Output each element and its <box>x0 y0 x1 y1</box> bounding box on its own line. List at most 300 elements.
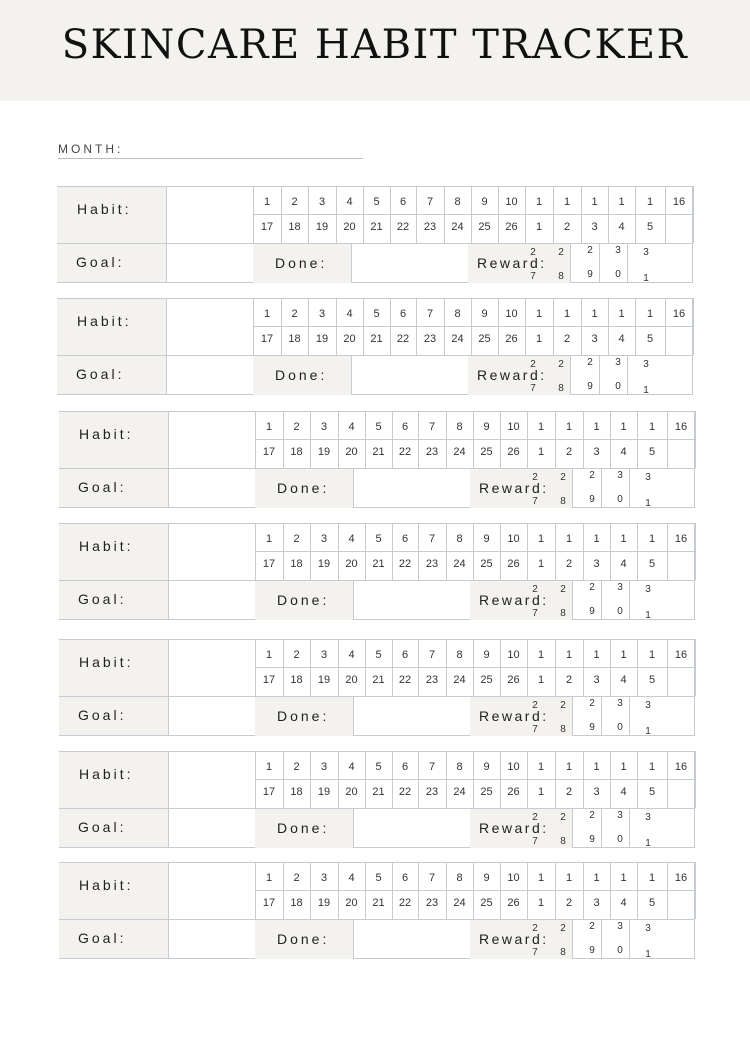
day-cell[interactable]: 1 <box>535 196 543 208</box>
day-cell[interactable]: 25 <box>480 446 493 458</box>
goal-field[interactable] <box>169 697 255 736</box>
day-cell[interactable]: 6 <box>401 761 409 773</box>
day-cell[interactable]: 5 <box>648 897 656 909</box>
day-cell[interactable]: 1 <box>618 308 625 320</box>
column-divider <box>629 469 630 508</box>
day-cell[interactable]: 7 <box>426 196 434 208</box>
done-field[interactable] <box>354 697 470 736</box>
day-cell[interactable]: 24 <box>453 558 466 570</box>
day-cell[interactable]: 1 <box>265 761 273 773</box>
habit-tracker-block <box>59 862 695 959</box>
day-cell[interactable]: 2 <box>563 221 571 233</box>
day-cell[interactable]: 7 <box>428 649 436 661</box>
done-label: Done: <box>275 255 328 271</box>
habit-tracker-block <box>59 639 695 736</box>
day-cell[interactable]: 19 <box>317 674 331 686</box>
habit-name-field[interactable] <box>169 411 255 468</box>
day-cell[interactable]: 3 <box>593 786 600 798</box>
day-cell[interactable]: 5 <box>646 221 654 233</box>
day-digit: 2 <box>560 923 566 934</box>
day-cell[interactable]: 23 <box>423 221 437 233</box>
day-cell[interactable]: 5 <box>375 421 382 433</box>
day-cell[interactable]: 3 <box>320 421 328 433</box>
day-cell[interactable]: 25 <box>480 897 493 909</box>
day-cell[interactable]: 1 <box>565 533 573 545</box>
day-cell[interactable]: 5 <box>375 533 382 545</box>
day-cell[interactable]: 19 <box>317 558 331 570</box>
day-cell[interactable]: 1 <box>593 872 600 884</box>
day-cell[interactable]: 2 <box>293 872 300 884</box>
done-field[interactable] <box>352 244 468 283</box>
day-digit: 8 <box>560 836 566 847</box>
day-cell[interactable]: 2 <box>293 761 300 773</box>
day-cell[interactable]: 24 <box>451 333 464 345</box>
day-cell[interactable]: 1 <box>263 308 271 320</box>
day-grid <box>255 411 695 468</box>
day-cell[interactable]: 22 <box>398 897 412 909</box>
day-cell[interactable]: 1 <box>263 196 271 208</box>
day-cell[interactable]: 3 <box>593 897 600 909</box>
day-cell[interactable]: 5 <box>648 446 656 458</box>
day-cell[interactable]: 7 <box>428 421 436 433</box>
day-cell[interactable]: 8 <box>454 308 461 320</box>
day-cell[interactable]: 3 <box>318 196 326 208</box>
day-digit: 7 <box>532 724 538 735</box>
day-cell[interactable]: 6 <box>401 872 409 884</box>
day-cell[interactable]: 8 <box>456 533 463 545</box>
day-cell[interactable]: 4 <box>348 421 355 433</box>
day-digit: 2 <box>589 698 595 709</box>
habit-label: Habit: <box>79 426 134 442</box>
habit-name-field[interactable] <box>167 186 253 243</box>
day-cell[interactable]: 20 <box>345 786 358 798</box>
day-cell[interactable]: 1 <box>265 649 273 661</box>
day-cell[interactable]: 24 <box>453 446 466 458</box>
day-cell[interactable]: 1 <box>593 649 600 661</box>
day-cell[interactable]: 1 <box>537 786 545 798</box>
day-cell[interactable]: 10 <box>507 761 520 773</box>
day-digit: 1 <box>645 610 651 621</box>
day-cell[interactable]: 1 <box>537 649 545 661</box>
day-cell[interactable]: 1 <box>537 558 545 570</box>
day-cell[interactable]: 4 <box>348 761 355 773</box>
day-cell[interactable]: 3 <box>593 446 600 458</box>
day-cell[interactable]: 2 <box>565 558 573 570</box>
day-cell[interactable]: 7 <box>428 533 436 545</box>
day-cell[interactable]: 1 <box>646 196 654 208</box>
day-cell[interactable]: 20 <box>345 674 358 686</box>
day-cell[interactable]: 18 <box>288 333 301 345</box>
done-field[interactable] <box>354 809 470 848</box>
day-cell[interactable]: 26 <box>505 333 518 345</box>
column-divider <box>627 356 628 395</box>
day-cell[interactable]: 9 <box>481 196 488 208</box>
day-cell[interactable]: 17 <box>260 333 274 345</box>
day-cell[interactable]: 1 <box>565 421 573 433</box>
day-cell[interactable]: 21 <box>372 446 385 458</box>
day-digit: 3 <box>645 812 651 823</box>
day-cell[interactable]: 7 <box>428 761 436 773</box>
day-cell[interactable]: 3 <box>593 558 600 570</box>
day-cell[interactable]: 9 <box>483 533 490 545</box>
day-digit: 3 <box>645 700 651 711</box>
day-cell[interactable]: 20 <box>345 558 358 570</box>
day-cell[interactable]: 22 <box>398 446 412 458</box>
day-cell[interactable]: 4 <box>620 558 627 570</box>
day-cell[interactable]: 25 <box>480 558 493 570</box>
day-cell[interactable]: 1 <box>593 761 600 773</box>
day-cell[interactable]: 10 <box>507 421 520 433</box>
day-cell[interactable]: 2 <box>565 786 573 798</box>
day-cell[interactable]: 1 <box>565 761 573 773</box>
day-cell[interactable]: 16 <box>674 649 688 661</box>
day-cell[interactable]: 25 <box>478 221 491 233</box>
day-digit: 2 <box>530 359 536 370</box>
day-cell[interactable]: 9 <box>483 421 490 433</box>
day-cell[interactable]: 1 <box>593 421 600 433</box>
day-cell[interactable]: 18 <box>290 786 303 798</box>
done-field[interactable] <box>354 469 470 508</box>
day-cell[interactable]: 22 <box>396 333 410 345</box>
day-cell[interactable]: 19 <box>317 897 331 909</box>
day-cell[interactable]: 4 <box>620 674 627 686</box>
day-cell[interactable]: 8 <box>456 421 463 433</box>
goal-field[interactable] <box>169 809 255 848</box>
done-label: Done: <box>277 820 330 836</box>
day-cell[interactable]: 16 <box>674 872 688 884</box>
day-cell[interactable]: 1 <box>648 872 656 884</box>
day-cell[interactable]: 2 <box>565 446 573 458</box>
day-cell[interactable]: 9 <box>481 308 488 320</box>
day-cell[interactable]: 1 <box>648 421 656 433</box>
day-cell[interactable]: 1 <box>537 897 545 909</box>
goal-label: Goal: <box>78 819 127 835</box>
day-cell[interactable]: 25 <box>480 674 493 686</box>
day-cell[interactable]: 18 <box>290 897 303 909</box>
day-digit: 3 <box>645 584 651 595</box>
day-cell[interactable]: 5 <box>648 786 656 798</box>
day-cell[interactable]: 5 <box>373 196 380 208</box>
day-cell[interactable]: 21 <box>372 558 385 570</box>
day-cell[interactable]: 16 <box>672 308 686 320</box>
day-cell[interactable]: 26 <box>507 446 520 458</box>
day-cell[interactable]: 2 <box>565 897 573 909</box>
day-cell[interactable]: 26 <box>507 786 520 798</box>
grid-line <box>695 639 696 696</box>
day-cell[interactable]: 1 <box>535 221 543 233</box>
day-cell[interactable]: 20 <box>343 333 356 345</box>
goal-label: Goal: <box>78 479 127 495</box>
reward-label: Reward: <box>479 931 549 947</box>
day-digit: 2 <box>560 700 566 711</box>
day-cell[interactable]: 1 <box>620 533 627 545</box>
grid-line <box>695 523 696 580</box>
day-cell[interactable]: 19 <box>317 446 331 458</box>
day-digit: 2 <box>587 357 593 368</box>
day-cell[interactable]: 17 <box>262 558 276 570</box>
day-cell[interactable]: 1 <box>618 196 625 208</box>
day-cell[interactable]: 18 <box>288 221 301 233</box>
day-cell[interactable]: 2 <box>565 674 573 686</box>
day-digit: 0 <box>615 269 621 280</box>
day-cell[interactable]: 21 <box>372 674 385 686</box>
column-divider <box>599 356 600 395</box>
day-digit: 2 <box>532 584 538 595</box>
day-cell[interactable]: 1 <box>535 308 543 320</box>
day-digit: 0 <box>617 945 623 956</box>
habit-label: Habit: <box>79 766 134 782</box>
day-cell[interactable]: 8 <box>454 196 461 208</box>
month-input-line[interactable] <box>58 158 363 159</box>
day-cell[interactable]: 8 <box>456 872 463 884</box>
grid-line <box>695 411 696 468</box>
day-cell[interactable]: 23 <box>425 674 439 686</box>
day-cell[interactable]: 19 <box>315 221 329 233</box>
day-cell[interactable]: 17 <box>262 674 276 686</box>
day-digit: 9 <box>589 945 595 956</box>
day-digit: 1 <box>645 726 651 737</box>
day-grid <box>253 186 693 243</box>
day-cell[interactable]: 4 <box>346 196 353 208</box>
day-cell[interactable]: 26 <box>507 897 520 909</box>
day-cell[interactable]: 8 <box>456 761 463 773</box>
day-grid <box>253 298 693 355</box>
day-digit: 7 <box>530 383 536 394</box>
day-digit: 2 <box>558 247 564 258</box>
goal-field[interactable] <box>169 920 255 959</box>
day-cell[interactable]: 1 <box>563 308 571 320</box>
habit-name-field[interactable] <box>169 751 255 808</box>
day-cell[interactable]: 20 <box>345 897 358 909</box>
goal-field[interactable] <box>169 469 255 508</box>
goal-field[interactable] <box>169 581 255 620</box>
day-cell[interactable]: 1 <box>593 533 600 545</box>
day-cell[interactable]: 1 <box>648 761 656 773</box>
day-cell[interactable]: 18 <box>290 446 303 458</box>
day-cell[interactable]: 23 <box>425 446 439 458</box>
day-cell[interactable]: 3 <box>318 308 326 320</box>
goal-label: Goal: <box>76 254 125 270</box>
day-cell[interactable]: 5 <box>375 872 382 884</box>
day-cell[interactable]: 7 <box>426 308 434 320</box>
day-cell[interactable]: 3 <box>320 872 328 884</box>
day-cell[interactable]: 26 <box>505 221 518 233</box>
day-cell[interactable]: 4 <box>346 308 353 320</box>
column-divider <box>572 809 573 848</box>
goal-field[interactable] <box>167 244 253 283</box>
day-digit: 1 <box>645 949 651 960</box>
day-cell[interactable]: 8 <box>456 649 463 661</box>
day-cell[interactable]: 26 <box>507 674 520 686</box>
grid-line <box>255 779 695 780</box>
day-cell[interactable]: 5 <box>648 674 656 686</box>
grid-line <box>695 862 696 919</box>
day-grid <box>255 639 695 696</box>
day-cell[interactable]: 9 <box>483 872 490 884</box>
done-label: Done: <box>277 931 330 947</box>
day-cell[interactable]: 1 <box>565 872 573 884</box>
day-cell[interactable]: 3 <box>320 761 328 773</box>
day-cell[interactable]: 2 <box>293 649 300 661</box>
day-cell[interactable]: 21 <box>370 221 383 233</box>
day-cell[interactable]: 19 <box>315 333 329 345</box>
day-cell[interactable]: 25 <box>478 333 491 345</box>
day-cell[interactable]: 4 <box>620 446 627 458</box>
day-cell[interactable]: 5 <box>375 649 382 661</box>
day-cell[interactable]: 6 <box>399 196 407 208</box>
day-cell[interactable]: 16 <box>672 196 686 208</box>
day-cell[interactable]: 3 <box>320 533 328 545</box>
day-digit: 2 <box>532 472 538 483</box>
day-digit: 0 <box>615 381 621 392</box>
day-cell[interactable]: 6 <box>401 533 409 545</box>
day-cell[interactable]: 5 <box>648 558 656 570</box>
day-cell[interactable]: 26 <box>507 558 520 570</box>
column-divider <box>601 581 602 620</box>
day-cell[interactable]: 19 <box>317 786 331 798</box>
day-cell[interactable]: 16 <box>674 421 688 433</box>
day-cell[interactable]: 2 <box>293 533 300 545</box>
day-cell[interactable]: 6 <box>401 421 409 433</box>
day-digit: 8 <box>558 271 564 282</box>
day-digit: 2 <box>589 921 595 932</box>
day-cell[interactable]: 1 <box>646 308 654 320</box>
day-cell[interactable]: 21 <box>372 786 385 798</box>
day-cell[interactable]: 21 <box>372 897 385 909</box>
done-field[interactable] <box>354 581 470 620</box>
day-cell[interactable]: 2 <box>293 421 300 433</box>
day-cell[interactable]: 1 <box>591 308 598 320</box>
day-cell[interactable]: 1 <box>535 333 543 345</box>
day-cell[interactable]: 1 <box>563 196 571 208</box>
day-cell[interactable]: 20 <box>345 446 358 458</box>
day-cell[interactable]: 17 <box>262 897 276 909</box>
day-cell[interactable]: 1 <box>648 533 656 545</box>
done-field[interactable] <box>354 920 470 959</box>
day-cell[interactable]: 1 <box>620 421 627 433</box>
day-digit: 3 <box>617 470 623 481</box>
day-cell[interactable]: 4 <box>348 649 355 661</box>
day-cell[interactable]: 22 <box>398 674 412 686</box>
day-cell[interactable]: 5 <box>373 308 380 320</box>
day-cell[interactable]: 16 <box>674 761 688 773</box>
day-cell[interactable]: 23 <box>425 897 439 909</box>
day-cell[interactable]: 22 <box>396 221 410 233</box>
day-cell[interactable]: 4 <box>348 872 355 884</box>
page-title: SKINCARE HABIT TRACKER <box>61 22 689 68</box>
day-cell[interactable]: 20 <box>343 221 356 233</box>
day-cell[interactable]: 2 <box>563 333 571 345</box>
day-cell[interactable]: 10 <box>505 196 518 208</box>
day-cell[interactable]: 1 <box>265 533 273 545</box>
day-cell[interactable]: 1 <box>620 649 627 661</box>
day-digit: 2 <box>560 812 566 823</box>
day-cell[interactable]: 21 <box>370 333 383 345</box>
day-cell[interactable]: 23 <box>425 558 439 570</box>
habit-name-field[interactable] <box>167 298 253 355</box>
day-cell[interactable]: 1 <box>265 872 273 884</box>
day-digit: 0 <box>617 834 623 845</box>
grid-line <box>253 326 693 327</box>
day-grid <box>255 523 695 580</box>
day-cell[interactable]: 4 <box>620 786 627 798</box>
habit-name-field[interactable] <box>169 862 255 919</box>
day-cell[interactable]: 3 <box>593 674 600 686</box>
day-cell[interactable]: 23 <box>423 333 437 345</box>
day-cell[interactable]: 24 <box>453 674 466 686</box>
day-cell[interactable]: 17 <box>262 786 276 798</box>
day-cell[interactable]: 2 <box>291 308 298 320</box>
habit-tracker-block <box>57 298 693 395</box>
day-cell[interactable]: 17 <box>260 221 274 233</box>
day-cell[interactable]: 9 <box>483 761 490 773</box>
day-cell[interactable]: 10 <box>507 649 520 661</box>
day-cell[interactable]: 17 <box>262 446 276 458</box>
day-digit: 2 <box>589 582 595 593</box>
day-cell[interactable]: 1 <box>591 196 598 208</box>
day-cell[interactable]: 1 <box>620 872 627 884</box>
day-cell[interactable]: 4 <box>618 333 625 345</box>
day-cell[interactable]: 1 <box>648 649 656 661</box>
habit-label: Habit: <box>79 654 134 670</box>
day-cell[interactable]: 18 <box>290 674 303 686</box>
day-cell[interactable]: 23 <box>425 786 439 798</box>
day-cell[interactable]: 10 <box>505 308 518 320</box>
day-digit: 2 <box>532 812 538 823</box>
day-cell[interactable]: 1 <box>537 533 545 545</box>
day-cell[interactable]: 16 <box>674 533 688 545</box>
day-cell[interactable]: 1 <box>537 446 545 458</box>
day-cell[interactable]: 24 <box>453 897 466 909</box>
day-cell[interactable]: 2 <box>291 196 298 208</box>
day-cell[interactable]: 3 <box>591 221 598 233</box>
day-cell[interactable]: 1 <box>537 421 545 433</box>
day-cell[interactable]: 25 <box>480 786 493 798</box>
day-cell[interactable]: 24 <box>453 786 466 798</box>
day-cell[interactable]: 1 <box>620 761 627 773</box>
day-cell[interactable]: 5 <box>646 333 654 345</box>
day-cell[interactable]: 9 <box>483 649 490 661</box>
day-cell[interactable]: 24 <box>451 221 464 233</box>
day-cell[interactable]: 6 <box>401 649 409 661</box>
day-cell[interactable]: 3 <box>591 333 598 345</box>
day-cell[interactable]: 10 <box>507 533 520 545</box>
day-cell[interactable]: 3 <box>320 649 328 661</box>
day-cell[interactable]: 4 <box>620 897 627 909</box>
day-cell[interactable]: 22 <box>398 786 412 798</box>
day-cell[interactable]: 4 <box>348 533 355 545</box>
done-field[interactable] <box>352 356 468 395</box>
day-cell[interactable]: 1 <box>265 421 273 433</box>
habit-name-field[interactable] <box>169 523 255 580</box>
day-cell[interactable]: 6 <box>399 308 407 320</box>
day-cell[interactable]: 10 <box>507 872 520 884</box>
day-cell[interactable]: 1 <box>537 872 545 884</box>
habit-name-field[interactable] <box>169 639 255 696</box>
day-cell[interactable]: 18 <box>290 558 303 570</box>
day-cell[interactable]: 7 <box>428 872 436 884</box>
day-digit: 3 <box>643 247 649 258</box>
day-cell[interactable]: 22 <box>398 558 412 570</box>
goal-field[interactable] <box>167 356 253 395</box>
day-digit: 8 <box>560 608 566 619</box>
day-cell[interactable]: 5 <box>375 761 382 773</box>
day-cell[interactable]: 1 <box>537 674 545 686</box>
day-cell[interactable]: 1 <box>565 649 573 661</box>
column-divider <box>572 920 573 959</box>
day-cell[interactable]: 4 <box>618 221 625 233</box>
day-cell[interactable]: 1 <box>537 761 545 773</box>
